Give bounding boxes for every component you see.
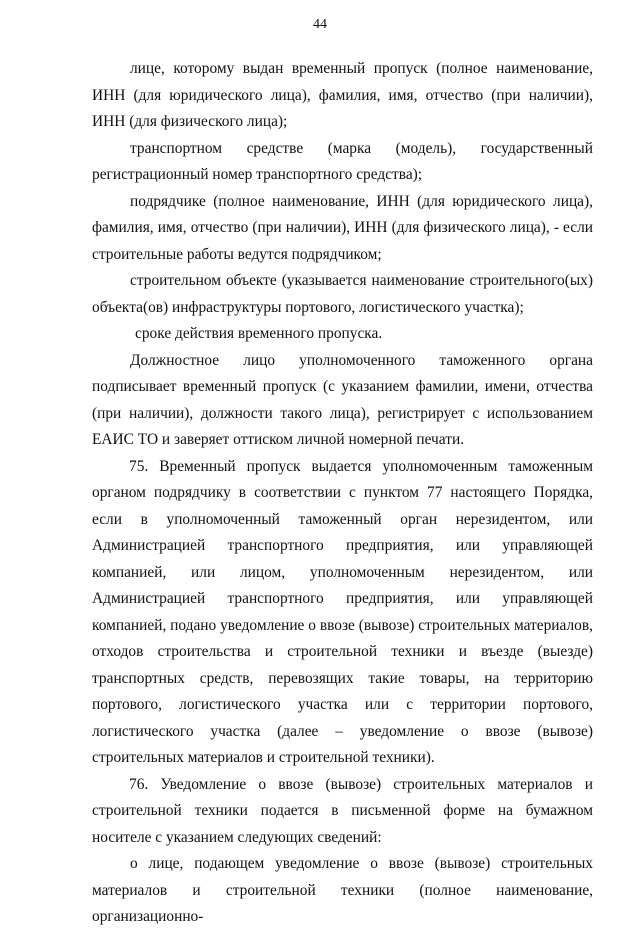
page-number: 44 [313,17,327,32]
document-body [92,56,593,931]
paragraph-official-signs: Должностное лицо уполномоченного таможенного органа подписывает временный пропуск (с указанием фамилии, имени, отчества (при наличии), должности такого лица), регистрирует с использованием ЕАИС ТО и заверяет оттиском личной номерной печати. [92,351,593,448]
paragraph-pass-validity: сроке действия временного пропуска. [135,325,383,342]
paragraph-clause-75: 75. Временный пропуск выдается уполномоченным таможенным органом подрядчику в соответствии с пунктом 77 настоящего Порядка, если в уполномоченный таможенный орган нерезидентом, или Администрацией транспортного предприятия, или управляющей компанией, или лицом, уполномоченным нерезидентом, или Администрацией транспортного предприятия, или управляющей компанией, подано уведомление о ввозе (вывозе) строительных материалов, отходов строительства и строительной техники и въезде (выезде) транспортных средств, перевозящих такие товары, на территорию портового, логистического участка или с территории портового, логистического участка (далее – уведомление о ввозе (вывозе) строительных материалов и строительной техники). [92,457,593,766]
paragraph-construction-object: строительном объекте (указывается наименование строительного(ых) объекта(ов) инфраструктуры портового, логистического участка); [92,272,593,316]
paragraph-notifier-info: о лице, подающем уведомление о ввозе (вывозе) строительных материалов и строительной техники (полное наименование, организационно- [92,855,593,925]
paragraph-vehicle: транспортном средстве (марка (модель), государственный регистрационный номер транспортного средства); [92,139,593,183]
paragraph-clause-76: 76. Уведомление о ввозе (вывозе) строительных материалов и строительной техники подается в письменной форме на бумажном носителе с указанием следующих сведений: [92,775,593,846]
paragraph-contractor: подрядчике (полное наименование, ИНН (для юридического лица), фамилия, имя, отчество (при наличии), ИНН (для физического лица), - если строительные работы ведутся подрядчиком; [92,192,593,263]
paragraph-person-issued-pass: лице, которому выдан временный пропуск (полное наименование, ИНН (для юридического лица), фамилия, имя, отчество (при наличии), ИНН (для физического лица); [92,60,593,130]
